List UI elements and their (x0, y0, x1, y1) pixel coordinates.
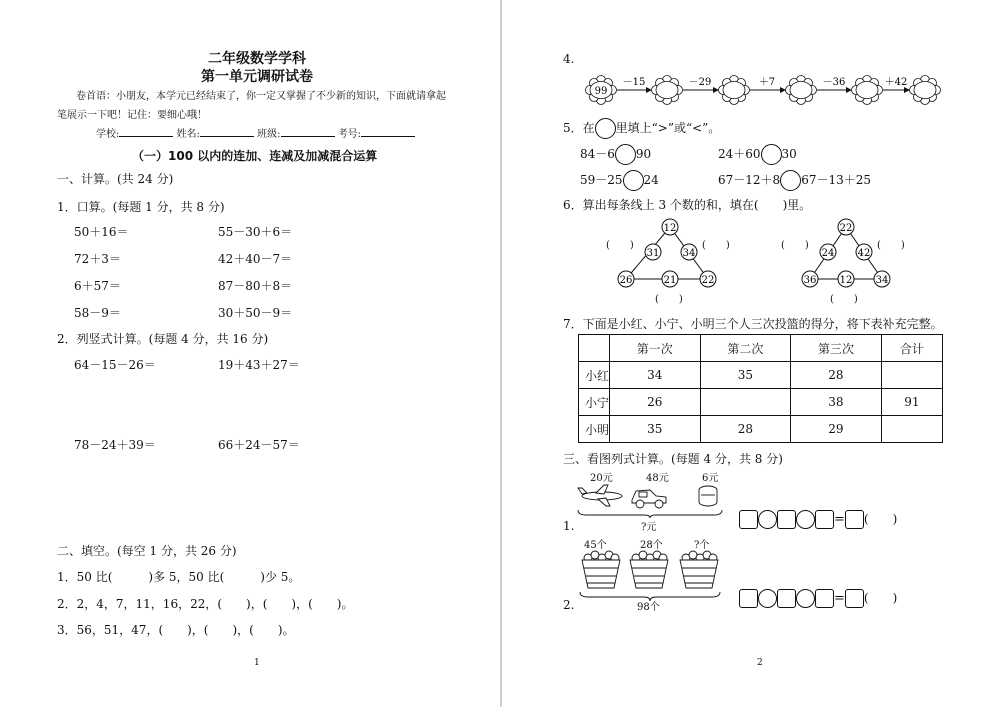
exam-unit-title: 第一单元调研试卷 (201, 69, 313, 85)
header-cell (579, 335, 610, 362)
name-label: 姓名: (176, 129, 200, 140)
q1-item: 72＋3＝ (74, 252, 121, 266)
score-cell: 28 (700, 416, 791, 443)
basket-icon (630, 551, 668, 588)
student-info-row (96, 125, 415, 140)
number-box[interactable] (815, 589, 834, 608)
basket-icon (680, 551, 718, 588)
number-field[interactable] (361, 125, 415, 137)
flower-blank[interactable] (652, 76, 683, 105)
compare-circle[interactable] (780, 170, 801, 191)
score-cell: 29 (791, 416, 882, 443)
table-row (579, 389, 943, 416)
sum-blank-bottom[interactable]: ( ) (830, 294, 858, 305)
score-cell: 35 (610, 416, 701, 443)
total-count-label: 98个 (637, 602, 660, 613)
number-box[interactable] (739, 510, 758, 529)
row-name: 小红 (579, 362, 610, 389)
row-name: 小宁 (579, 389, 610, 416)
node-bottom-right-value: 22 (701, 275, 715, 286)
compare-right: 90 (635, 147, 652, 161)
answer-equation-2 (739, 589, 897, 608)
q2-item: 19＋43＋27＝ (218, 358, 300, 372)
result-box[interactable] (845, 510, 864, 529)
q2-label: 2．列竖式计算。(每题 4 分，共 16 分) (57, 332, 269, 346)
score-cell: 34 (610, 362, 701, 389)
section-title: （一）100 以内的连加、连减及加减混合运算 (132, 149, 378, 163)
price-label: 48元 (646, 473, 669, 484)
intro-line-1: 卷首语：小朋友，本学元已经结束了，你一定又掌握了不少新的知识，下面就请拿起 (76, 91, 446, 102)
fill-question-2: 2．2，4，7，11，16，22，( )，( )，( )。 (57, 597, 354, 611)
unit-blank[interactable]: ( ) (863, 591, 898, 605)
q1-item: 42＋40－7＝ (218, 252, 293, 266)
table-row (579, 362, 943, 389)
price-label: 20元 (590, 473, 613, 484)
answer-equation-1 (739, 510, 897, 529)
baskets-picture (574, 546, 726, 602)
exam-grade-title: 二年级数学学科 (208, 51, 306, 67)
fill-question-1: 1．50 比( )多 5，50 比( )少 5。 (57, 570, 301, 584)
compare-right: 30 (781, 147, 797, 161)
node-top-value: 12 (663, 223, 677, 234)
q1-label: 1．口算。(每题 1 分，共 8 分) (57, 200, 225, 214)
operator-circle[interactable] (796, 589, 815, 608)
sum-blank-left[interactable]: ( ) (781, 240, 809, 251)
score-cell: 35 (700, 362, 791, 389)
number-label: 考号: (337, 129, 362, 140)
q5-label-tail: 里填上“>”或“<”。 (615, 121, 721, 135)
q1-item: 55－30＋6＝ (218, 225, 293, 239)
count-label: ?个 (694, 540, 710, 551)
q6-label: 6．算出每条线上 3 个数的和，填在( )里。 (563, 198, 812, 212)
q1-item: 87－80＋8＝ (218, 279, 293, 293)
total-question-label: ?元 (641, 522, 657, 533)
count-label: 45个 (584, 540, 607, 551)
score-cell: 38 (791, 389, 882, 416)
operator-circle[interactable] (758, 510, 777, 529)
compare-item (580, 144, 651, 165)
toy-car-icon (632, 490, 666, 508)
compare-right: 67－13＋25 (801, 173, 871, 187)
q2-item: 78－24＋39＝ (74, 438, 156, 452)
header-cell: 第二次 (700, 335, 791, 362)
header-cell: 合计 (881, 335, 942, 362)
node-bottom-right-value: 34 (875, 275, 889, 286)
q4-label: 4. (563, 52, 575, 66)
part2-heading: 二、填空。(每空 1 分，共 26 分) (57, 544, 237, 558)
node-mid-right-value: 34 (682, 248, 696, 259)
score-cell: 91 (881, 389, 942, 416)
number-box[interactable] (815, 510, 834, 529)
result-box[interactable] (845, 589, 864, 608)
flower-blank[interactable] (910, 76, 941, 105)
sum-blank-bottom[interactable]: ( ) (655, 294, 683, 305)
compare-left: 84－6 (580, 147, 615, 161)
class-field[interactable] (281, 125, 335, 137)
q4-flower-chain (583, 74, 943, 106)
node-bottom-mid-value: 21 (663, 275, 677, 286)
compare-right: 24 (643, 173, 659, 187)
equals-sign: = (834, 591, 845, 606)
q-number: 2. (563, 598, 575, 612)
score-table (578, 334, 943, 443)
number-box[interactable] (739, 589, 758, 608)
operator-circle[interactable] (758, 589, 777, 608)
q4-op: －15 (622, 77, 646, 88)
flower-blank[interactable] (719, 76, 750, 105)
q4-start-number: 99 (594, 86, 608, 97)
fill-question-3: 3．56，51，47，( )，( )，( )。 (57, 623, 295, 637)
q5-label-head: 5．在 (563, 121, 595, 135)
score-cell: 26 (610, 389, 701, 416)
q-number: 1. (563, 519, 575, 533)
q7-label: 7．下面是小红、小宁、小明三个人三次投篮的得分，将下表补充完整。 (563, 317, 943, 331)
intro-line-2: 笔展示一下吧！记住：要细心哦！ (57, 110, 207, 121)
count-label: 28个 (640, 540, 663, 551)
node-bottom-left-value: 36 (803, 275, 817, 286)
flower-blank[interactable] (786, 76, 817, 105)
compare-circle[interactable] (623, 170, 644, 191)
row-name: 小明 (579, 416, 610, 443)
node-mid-left-value: 31 (646, 248, 660, 259)
part1-heading: 一、计算。(共 24 分) (57, 172, 174, 186)
unit-blank[interactable]: ( ) (863, 512, 898, 526)
node-top-value: 22 (839, 223, 853, 234)
score-cell-blank[interactable] (700, 389, 791, 416)
equals-sign: = (834, 512, 845, 527)
node-bottom-mid-value: 12 (839, 275, 853, 286)
q4-op: －29 (688, 77, 712, 88)
q2-item: 64－15－26＝ (74, 358, 156, 372)
compare-item (718, 170, 871, 191)
q1-item: 58－9＝ (74, 306, 121, 320)
q5-label (563, 118, 720, 139)
number-box[interactable] (777, 589, 796, 608)
compare-circle[interactable] (761, 144, 782, 165)
page-number: 1 (254, 658, 260, 668)
q2-item: 66＋24－57＝ (218, 438, 300, 452)
node-mid-right-value: 42 (857, 248, 871, 259)
sum-blank-right[interactable]: ( ) (877, 240, 905, 251)
flower-blank[interactable] (852, 76, 883, 105)
total-brace (578, 510, 722, 518)
price-label: 6元 (702, 473, 719, 484)
sum-blank-left[interactable]: ( ) (606, 240, 634, 251)
q4-op: －36 (822, 77, 846, 88)
airplane-icon (578, 485, 622, 506)
table-row (579, 416, 943, 443)
sum-blank-right[interactable]: ( ) (702, 240, 730, 251)
page-divider (500, 0, 502, 707)
table-header-row (579, 335, 943, 362)
number-box[interactable] (777, 510, 796, 529)
operator-circle[interactable] (796, 510, 815, 529)
score-cell-blank[interactable] (881, 416, 942, 443)
q4-op: ＋7 (758, 77, 776, 88)
compare-left: 24＋60 (718, 147, 761, 161)
compare-circle[interactable] (615, 144, 636, 165)
compare-left: 59－25 (580, 173, 623, 187)
score-cell: 28 (791, 362, 882, 389)
header-cell: 第一次 (610, 335, 701, 362)
school-field[interactable] (119, 125, 173, 137)
compare-item (718, 144, 797, 165)
node-mid-left-value: 24 (821, 248, 835, 259)
header-cell: 第三次 (791, 335, 882, 362)
basket-icon (582, 551, 620, 588)
name-field[interactable] (200, 125, 254, 137)
score-cell-blank[interactable] (881, 362, 942, 389)
compare-circle-icon (595, 118, 616, 139)
page-number: 2 (757, 658, 763, 668)
q1-item: 50＋16＝ (74, 225, 129, 239)
q1-item: 6＋57＝ (74, 279, 121, 293)
drum-icon (699, 486, 717, 506)
q4-op: ＋42 (884, 77, 908, 88)
toys-picture (574, 482, 726, 518)
school-label: 学校: (96, 129, 120, 140)
compare-left: 67－12＋8 (718, 173, 781, 187)
part3-heading: 三、看图列式计算。(每题 4 分，共 8 分) (563, 452, 783, 466)
compare-item (580, 170, 659, 191)
node-bottom-left-value: 26 (619, 275, 633, 286)
class-label: 班级: (257, 129, 281, 140)
q1-item: 30＋50－9＝ (218, 306, 293, 320)
